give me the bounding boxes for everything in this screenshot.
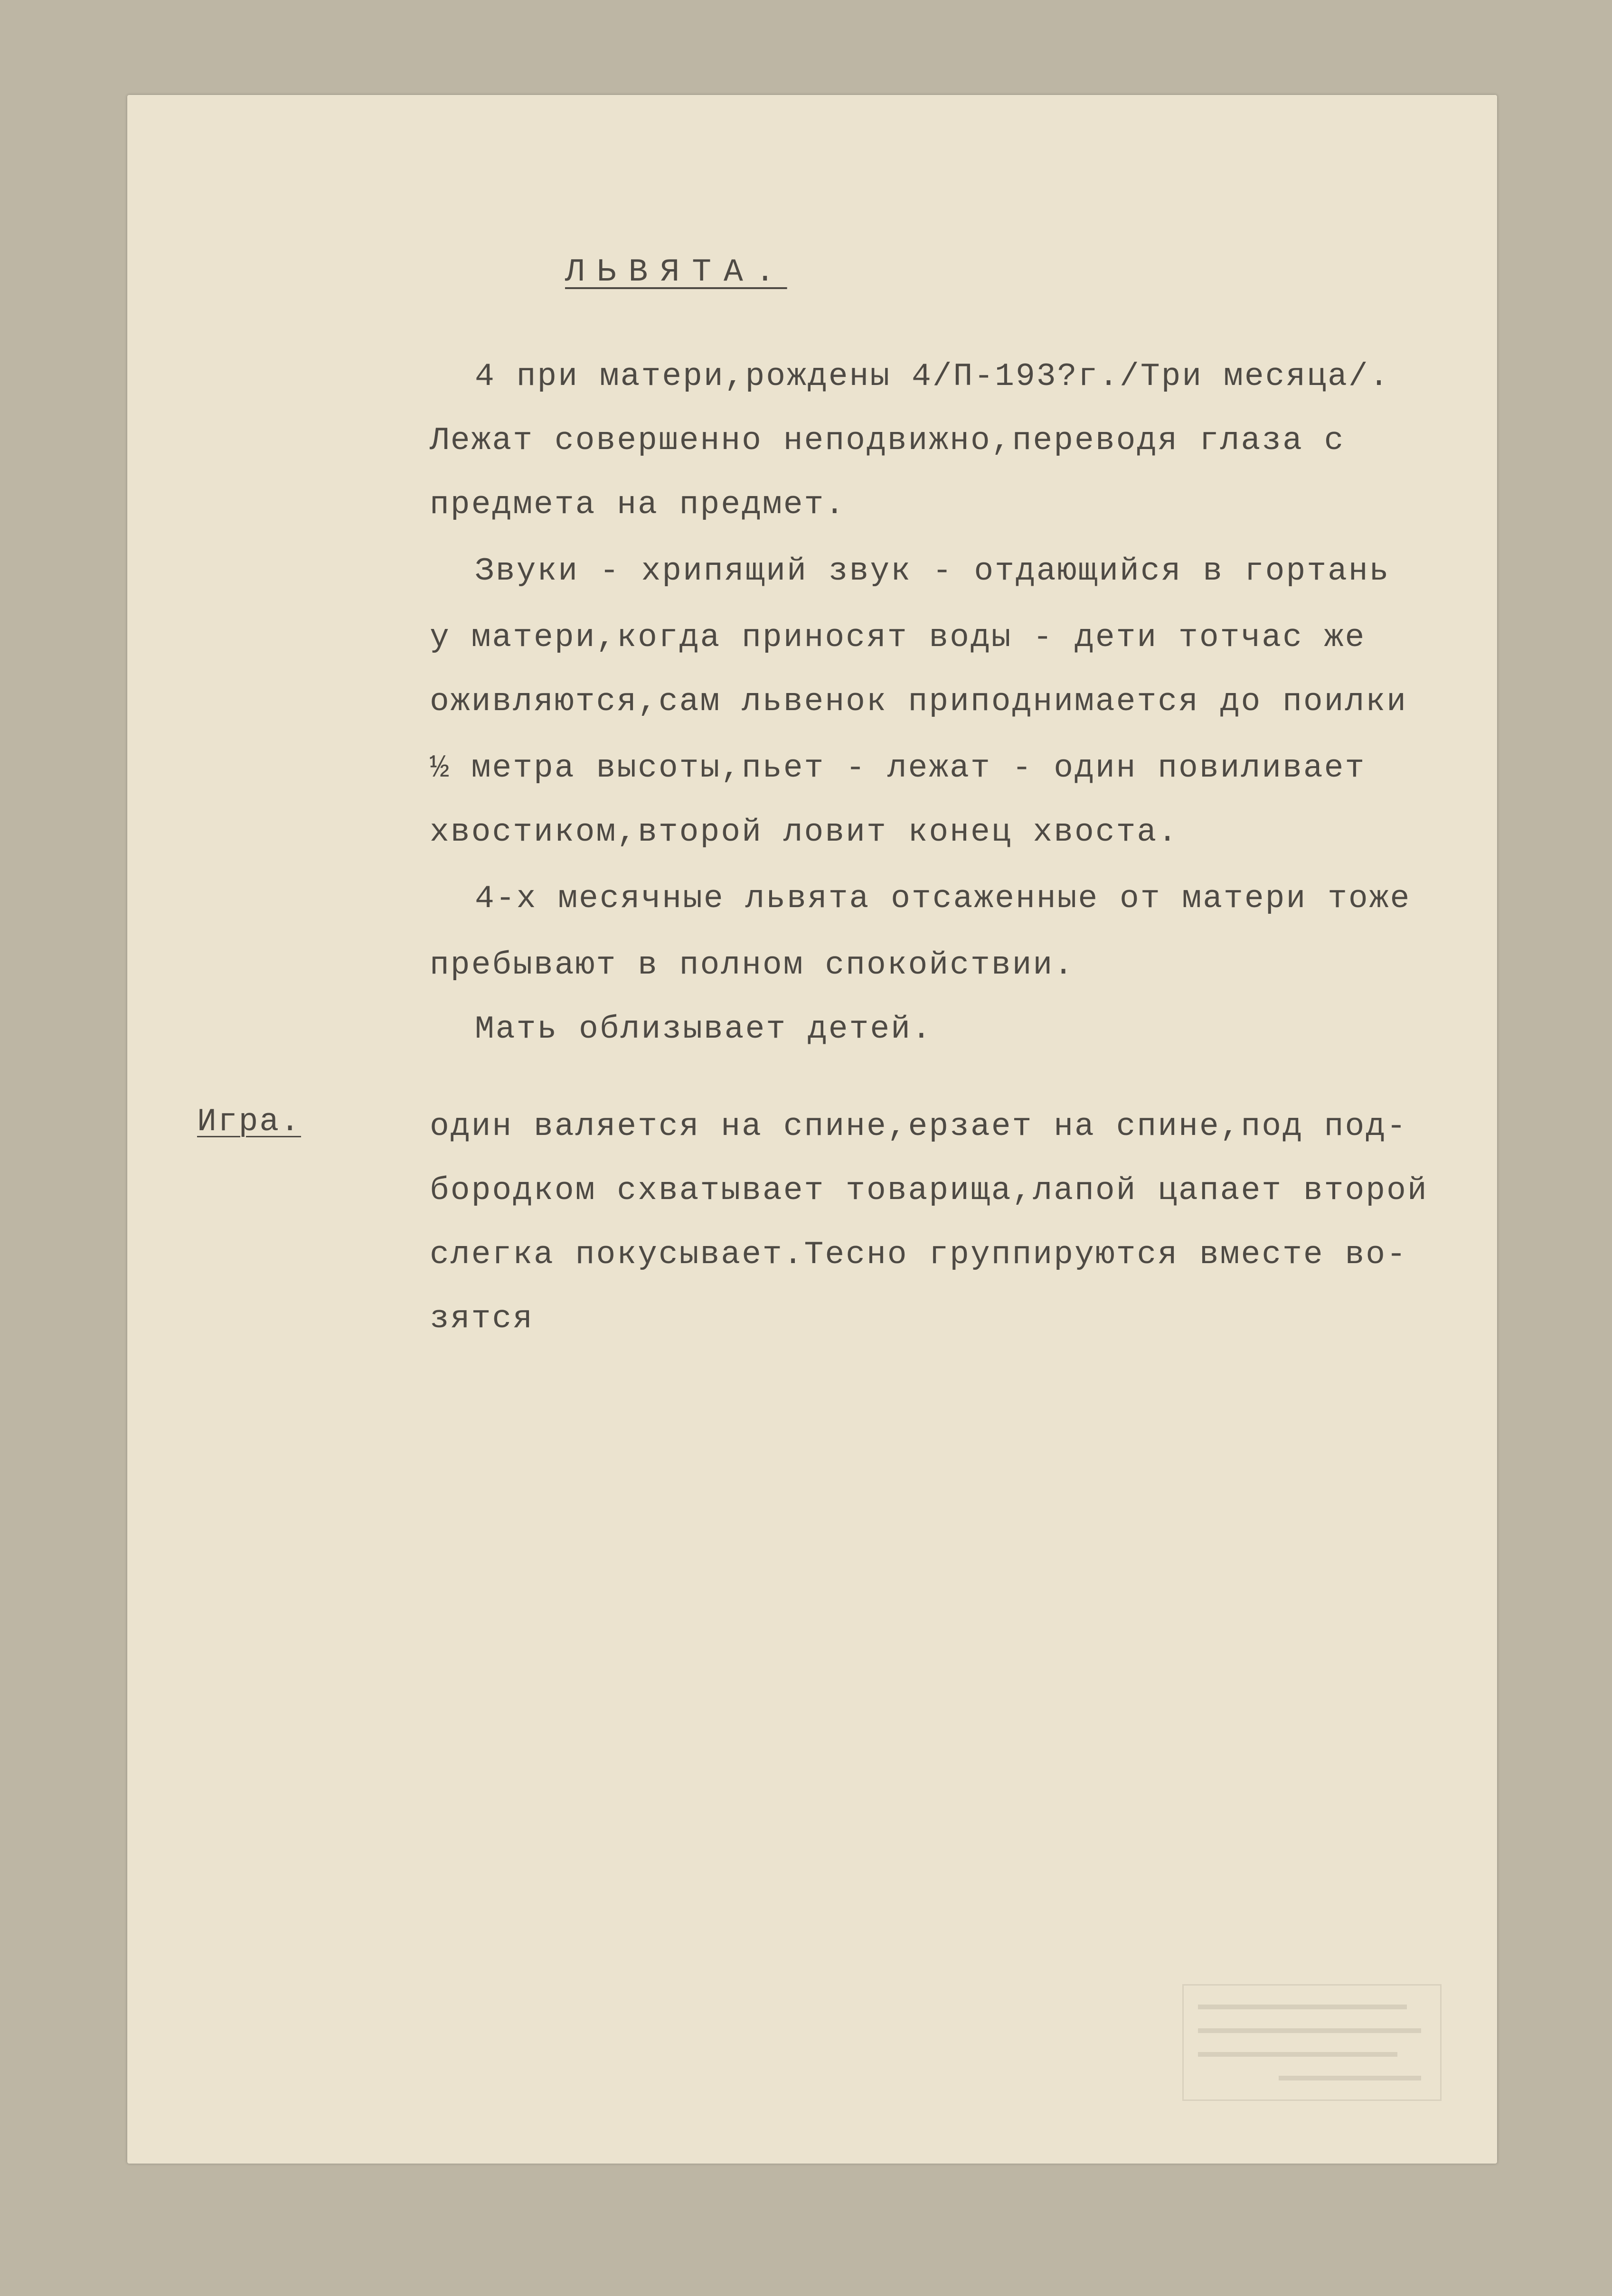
text-line: один валяется на спине,ерзает на спине,под под- (430, 1108, 1407, 1145)
text-line: Звуки - хрипящий звук - отдающийся в гортань (475, 553, 1390, 590)
text-line: Мать облизывает детей. (475, 1011, 933, 1048)
section-label: Игра. (197, 1104, 302, 1140)
text-line: хвостиком,второй ловит конец хвоста. (430, 814, 1179, 851)
text-line: 4 при матери,рождены 4/П-193?г./Три месяца/. (475, 358, 1390, 395)
text-line: пребывают в полном спокойствии. (430, 947, 1075, 984)
text-line: 4-х месячные львята отсаженные от матери тоже (475, 881, 1411, 917)
text-line: бородком схватывает товарища,лапой цапает второй (430, 1172, 1428, 1209)
text-line: оживляются,сам львенок приподнимается до поилки (430, 684, 1407, 720)
text-line: у матери,когда приносят воды - дети тотчас же (430, 619, 1366, 656)
text-line: слегка покусывает.Тесно группируются вместе во- (430, 1237, 1407, 1273)
text-line: зятся (430, 1301, 534, 1337)
document-title: ЛЬВЯТА. (565, 254, 787, 291)
text-line: ½ метра высоты,пьет - лежат - один повиливает (430, 750, 1366, 787)
faded-stamp (1182, 1984, 1442, 2101)
text-line: Лежат совершенно неподвижно,переводя глаза с (430, 422, 1345, 459)
text-line: предмета на предмет. (430, 487, 846, 523)
